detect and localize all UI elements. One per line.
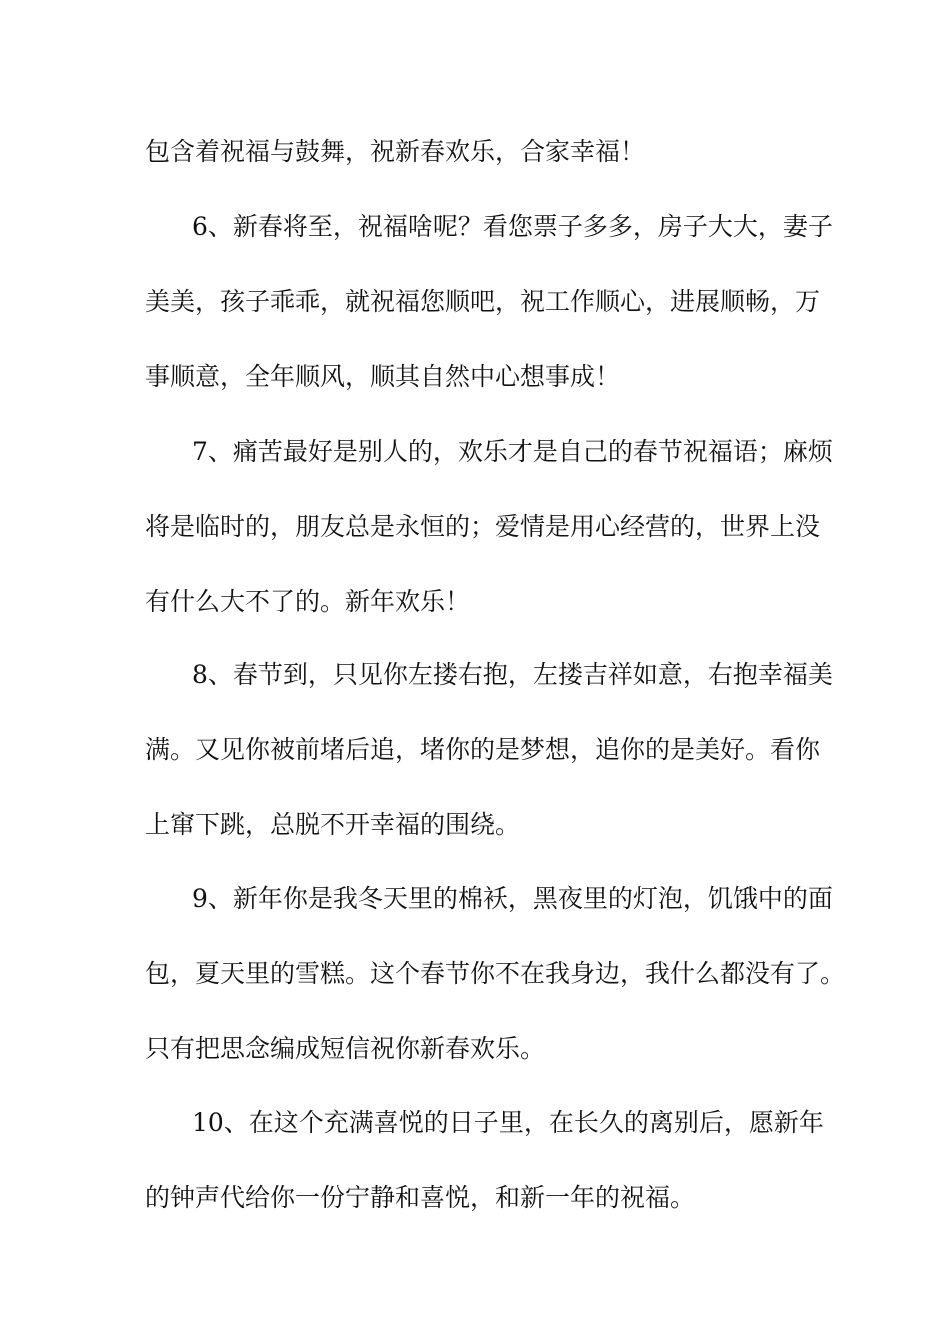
text-line: 将是临时的，朋友总是永恒的；爱情是用心经营的，世界上没 — [145, 512, 821, 541]
text-line: 的钟声代给你一份宁静和喜悦，和新一年的祝福。 — [145, 1183, 696, 1212]
text-line: 有什么大不了的。新年欢乐！ — [145, 587, 471, 616]
text-line: 只有把思念编成短信祝你新春欢乐。 — [145, 1034, 546, 1063]
text-line: 包，夏天里的雪糕。这个春节你不在我身边，我什么都没有了。 — [145, 959, 846, 988]
text-line: 上窜下跳，总脱不开幸福的围绕。 — [145, 810, 521, 839]
paragraph-7-line-1: 7、痛苦最好是别人的，欢乐才是自己的春节祝福语；麻烦 — [192, 437, 833, 466]
paragraph-8-line-1: 8、春节到，只见你左搂右抱，左搂吉祥如意，右抱幸福美 — [192, 660, 833, 689]
text-line: 事顺意，全年顺风，顺其自然中心想事成！ — [145, 362, 621, 391]
paragraph-6-line-1: 6、新春将至，祝福啥呢？看您票子多多，房子大大，妻子 — [192, 212, 833, 241]
text-line: 美美，孩子乖乖，就祝福您顺吧，祝工作顺心，进展顺畅，万 — [145, 287, 821, 316]
text-line: 包含着祝福与鼓舞，祝新春欢乐，合家幸福！ — [145, 137, 646, 166]
text-line: 满。又见你被前堵后追，堵你的是梦想，追你的是美好。看你 — [145, 735, 821, 764]
paragraph-10-line-1: 10、在这个充满喜悦的日子里，在长久的离别后，愿新年 — [192, 1108, 824, 1137]
paragraph-9-line-1: 9、新年你是我冬天里的棉袄，黑夜里的灯泡，饥饿中的面 — [192, 884, 833, 913]
